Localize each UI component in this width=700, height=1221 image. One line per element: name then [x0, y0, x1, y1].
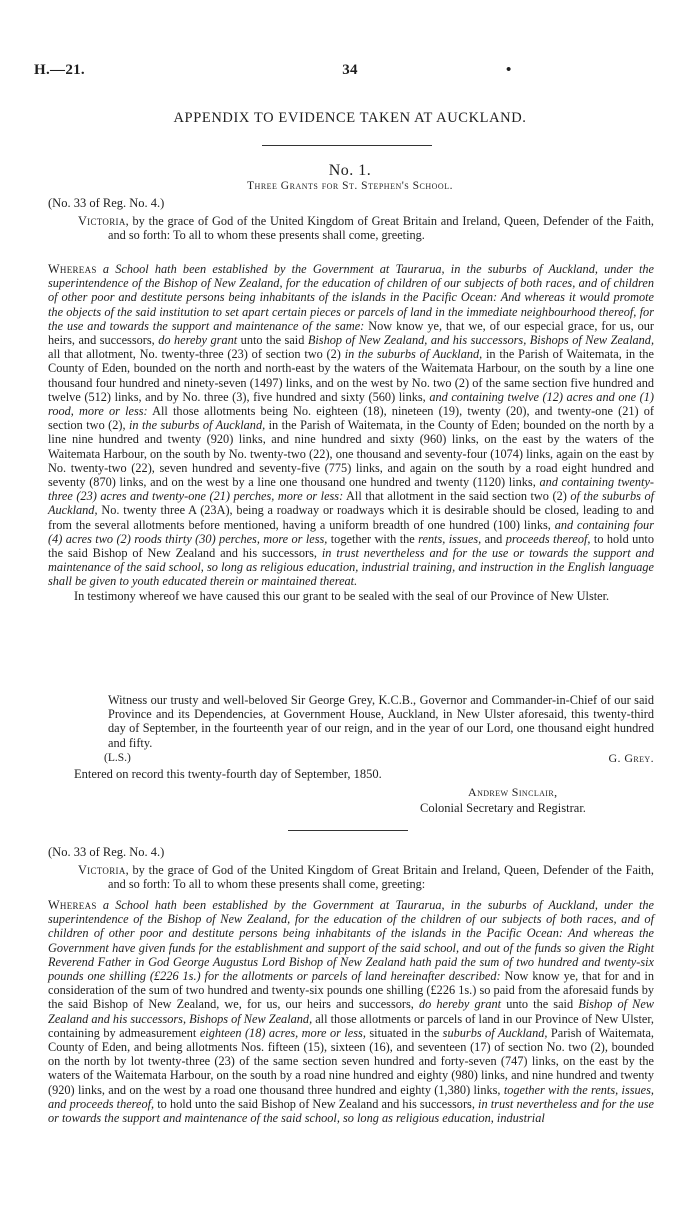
grant1-text: in the suburbs of Auckland,	[129, 418, 266, 433]
grant-divider	[288, 830, 408, 831]
grant2-text: all those allotments or parcels of land in our Province of New Ulster, containing by admeasurement	[48, 1011, 654, 1040]
grant1-victoria-text: , by the grace of God of the United Kingdom of Great Britain and Ireland, Queen, Defender of the Faith, and so forth: To all to whom these presents shall come, greeting.	[108, 214, 654, 243]
grant1-text: and	[481, 531, 506, 546]
grant1-whereas: Whereas	[48, 262, 97, 276]
grant1-text: Now know ye, that we, of our especial grace, for us, our heirs, and successors,	[48, 318, 654, 348]
grant1-text: in the Parish of Waitemata, in the County of Eden; bounded on the north by a line nine hundred and twenty (920) links, and nine hundred and sixty (960) links, on the east by the waters of the Waitemata Harbour, on the south by No. twenty-two (22), one thousand and seventy-four (1074) links, again on the east by No. twenty-two (22), seven hundred and seventy-five (775) links, and again on the south by a road eight hundred and seventy (870) links, and on the west by a line one thousand one hundred and twenty (1120) links,	[48, 418, 654, 490]
registrar-name: Andrew Sinclair,	[468, 785, 558, 799]
grant1-text: and containing twelve (12) acres and one (1) rood, more or less:	[48, 389, 654, 419]
grant1-text: Bishop of New Zealand, and his successors, Bishops of New Zealand,	[307, 333, 655, 348]
record-entry: Entered on record this twenty-fourth day of September, 1850.	[74, 767, 382, 781]
grant1-text: do hereby grant	[158, 333, 238, 348]
grant1-text: and containing four (4) acres two (2) roods thirty (30) perches, more or less,	[48, 517, 654, 546]
grant2-text: unto the said	[501, 997, 579, 1012]
grant2-registration: (No. 33 of Reg. No. 4.)	[48, 845, 165, 859]
grant2-salutation	[78, 863, 654, 891]
grant1-text: in the suburbs of Auckland,	[344, 347, 483, 362]
grant2-text: to hold unto the said Bishop of New Zealand and his successors,	[154, 1096, 479, 1111]
grant2-text: a School hath been established by the Government at Taurarua, in the suburbs of Auckland, under the superintendence of the Bishop of New Zealand, for the education of the children of our subjects of both races, and of children of other poor and destitute persons being inhabitants of the islands in the Pacific Ocean: And whereas the Government have given funds for the establishment and support of the said school, and out of the funds so given the Right Reverend Father in God George Augustus Lord Bishop of New Zealand hath paid the sum of two hundred and twenty-six pounds one shilling (£226 1s.) for the allotments or parcels of land hereinafter described:	[48, 898, 654, 984]
grant1-text: rents, issues,	[418, 531, 482, 546]
grant2-victoria-text: , by the grace of God of the United Kingdom of Great Britain and Ireland, Queen, Defender of the Faith, and so forth: To all to whom these presents shall come, greeting:	[108, 863, 654, 892]
grant2-whereas: Whereas	[48, 898, 97, 912]
section-subtitle: Three Grants for St. Stephen's School.	[247, 180, 453, 192]
grant1-text: All that allotment in the said section two (2)	[343, 489, 571, 504]
page-number: 34	[342, 62, 358, 78]
grant1-salutation	[78, 214, 654, 242]
grant2-text: situated in the	[365, 1025, 443, 1040]
grant1-text: together with the	[327, 531, 419, 546]
grant2-text: Parish of Waitemata, County of Eden, and being allotments Nos. fifteen (15), sixteen (16), and seventeen (17) of section No. two (2), bounded on the north by lot twenty-three (23) of the same section seven hundred and forty-seven (747) links, on the east by the waters of the Waitemata Harbour, on the south by a road nine hundred and eighty (980) links, and nine hundred and twenty (920) links, and on the west by a road one thousand three hundred and eighty (1,380) links,	[48, 1025, 655, 1097]
grant1-text: of the suburbs of Auckland,	[48, 489, 655, 518]
grant1-victoria: Victoria	[78, 214, 126, 228]
grant2-text: do hereby grant	[418, 997, 502, 1012]
title-divider	[262, 145, 432, 146]
registrar-title: Colonial Secretary and Registrar.	[420, 801, 586, 815]
grant2-body	[48, 898, 654, 1125]
grant2-text: eighteen (18) acres, more or less,	[199, 1025, 366, 1040]
grant2-text: Now know ye, that for and in consideration of the sum of two hundred and twenty-six pounds one shilling (£226 1s.) so paid from the aforesaid funds by the said Bishop of New Zealand, we, for us, our heirs and successors,	[48, 969, 654, 1012]
grant2-text: in trust nevertheless and for the use or towards the support and maintenance of the said school, so long as religious education, industrial	[48, 1096, 654, 1126]
governor-signature: G. Grey.	[608, 751, 654, 765]
grant2-text: together with the rents, issues, and proceeds thereof,	[48, 1082, 654, 1111]
grant1-testimony: In testimony whereof we have caused this our grant to be sealed with the seal of our Province of New Ulster.	[74, 588, 610, 603]
grant2-text: Bishop of New Zealand and his successors, Bishops of New Zealand,	[48, 997, 655, 1026]
appendix-title: APPENDIX TO EVIDENCE TAKEN AT AUCKLAND.	[173, 110, 527, 126]
grant1-text: all that allotment, No. twenty-three (23) of section two (2)	[48, 347, 345, 362]
grant1-text: unto the said	[237, 333, 308, 348]
grant2-victoria: Victoria	[78, 863, 126, 877]
grant1-registration: (No. 33 of Reg. No. 4.)	[48, 196, 165, 210]
grant2-text: suburbs of Auckland,	[442, 1025, 548, 1040]
grant1-body	[48, 262, 654, 603]
grant1-text: No. twenty three A (23A), being a roadway or roadways which it is desirable should be closed, leading to and from the several allotments before mentioned, having a uniform breadth of one hundred (100) links,	[48, 503, 654, 532]
grant1-text: All those allotments being No. eighteen (18), nineteen (19), twenty (20), and twenty-one (21) of section two (2),	[48, 404, 654, 433]
grant1-text: to hold unto the said Bishop of New Zealand and his successors,	[48, 531, 654, 561]
grant1-text: a School hath been established by the Government at Taurarua, in the suburbs of Auckland, under the superintendence of the Bishop of New Zealand, for the education of children of our subjects of both races, and of children of other poor and destitute persons being inhabitants of the islands in the Pacific Ocean: And whereas it would promote the objects of the said institution to set apart certain pieces or parcels of land in the immediate neighbourhood thereof, for the use and towards the support and maintenance of the same:	[48, 262, 654, 333]
section-number: No. 1.	[328, 162, 372, 179]
grant1-witness: Witness our trusty and well-beloved Sir George Grey, K.C.B., Governor and Commander-in-Chief of our said Province and its Dependencies, at Government House, Auckland, in New Ulster aforesaid, this twenty-third day of September, in the fourteenth year of our reign, and in the year of our Lord, one thousand eight hundred and fifty.	[108, 693, 654, 750]
grant1-text: in the Parish of Waitemata, in the County of Eden, bounded on the north and north-east by the waters of the Waitemata Harbour, on the south by a line one thousand four hundred and ninety-seven (1497) links, and on the west by No. two (2) of the same section five hundred and twelve (512) links, and by No. three (3), five hundred and sixty (560) links,	[48, 347, 654, 404]
report-code: H.—21.	[34, 62, 85, 78]
grant1-text: in trust nevertheless and for the use or towards the support and maintenance of the said school, so long as religious education, industrial training, and instruction in the English language shall be given to youth educated therein or maintained thereat.	[48, 546, 654, 589]
grant1-text: and containing twenty-three (23) acres and twenty-one (21) perches, more or less:	[48, 475, 654, 504]
header-mark: •	[506, 62, 512, 78]
grant1-text: proceeds thereof,	[505, 531, 591, 546]
seal-mark: (L.S.)	[104, 752, 131, 764]
